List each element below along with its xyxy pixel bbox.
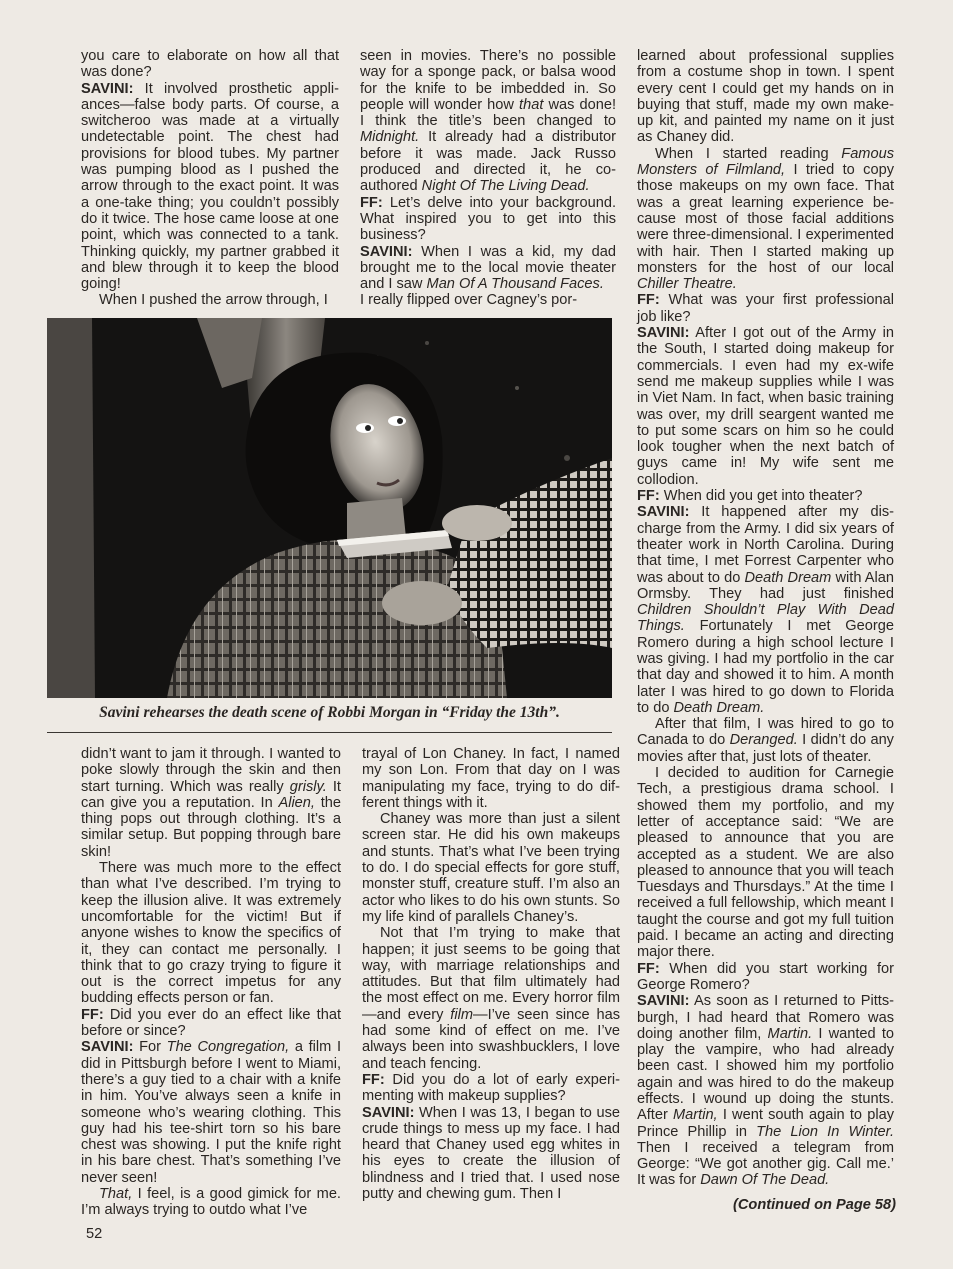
text: As soon as I returned to Pittsburgh, I had heard that Romero was doing another film,: [637, 993, 894, 1042]
italic-text: Man Of A Thousand Faces.: [426, 276, 604, 293]
italic-text: Chiller Theatre.: [637, 276, 737, 293]
text: I went south again to play Prince Phillip in: [637, 1107, 895, 1140]
text: When I started reading: [655, 145, 842, 162]
text: Then I received a telegram from George: “We got another gig. Call me.’ It was for: [637, 1139, 894, 1189]
italic-text: Famous Monsters of Filmland,: [637, 145, 894, 179]
paragraph: [81, 1007, 341, 1040]
text: After that film, I was hired to go to Canada to do: [637, 716, 894, 749]
paragraph: [637, 488, 894, 504]
speaker-label: FF:: [637, 292, 660, 309]
column-1-top: [81, 48, 339, 309]
italic-text: Death Dream: [744, 569, 832, 586]
text: didn’t want to jam it through. I wanted to poke slowly through the skin and then start turning. Which was really: [81, 746, 341, 795]
text: seen in movies. There’s no possible way for a sponge pack, or balsa wood for the knife to be imbedded in. So people will wonder how: [360, 48, 616, 113]
speaker-label: FF:: [81, 1006, 104, 1023]
text: I really flipped over Cagney’s por-: [360, 292, 578, 309]
speaker-label: SAVINI:: [81, 1039, 134, 1056]
paragraph: [360, 48, 616, 195]
paragraph: [637, 292, 894, 325]
paragraph: [360, 292, 616, 308]
column-1-bottom: [81, 746, 341, 1219]
speaker-label: SAVINI:: [637, 993, 690, 1010]
text: When I was a kid, my dad brought me to the local movie theater and I saw: [360, 243, 616, 293]
italic-text: The Lion In Winter.: [756, 1123, 895, 1140]
text: the thing pops out through clothing. It’s a similar setup. But popping through bare skin!: [81, 794, 342, 860]
text: a film I did in Pittsburgh before I went to Miami, there’s a guy tied to a chair with a knife in him. You’ve always seen a knife in someone who’s wearing clothing. This guy had his tee-shirt torn so his bare chest was showing. I put the knife right in his bare chest. That’s something I’ve never seen!: [81, 1039, 342, 1186]
text: It involved prosthetic appliances—false body parts. Of course, a switcheroo was made at a virtually undetectable point. The chest had provisions for blood tubes. My partner was pumping blood as I pushed the arrow through to the exact point. It was a one-take thing; you couldn’t possibly do it twice. The hose came loose at one point, which was connected to a tank. Thinking quickly, my partner grabbed it and blew through it to keep the blood going!: [81, 80, 339, 293]
photo-illustration: [47, 318, 612, 698]
speaker-label: FF:: [362, 1071, 385, 1088]
paragraph: [360, 244, 616, 293]
paragraph: [637, 716, 894, 765]
text: I didn’t do any movies after that, just lots of theater.: [637, 732, 894, 765]
caption-divider: [47, 732, 612, 733]
text: Let’s delve into your background. What inspired you to get into this business?: [360, 194, 616, 244]
text: When did you start working for George Romero?: [637, 960, 894, 993]
speaker-label: SAVINI:: [360, 243, 413, 260]
paragraph: [637, 504, 894, 716]
italic-text: Death Dream.: [673, 699, 765, 716]
text: When I pushed the arrow through, I: [99, 292, 328, 309]
text: It happened after my discharge from the Army. I did six years of theater work in North Carolina. During that time, I met Forrest Carpenter who was about to do: [637, 504, 894, 586]
italic-text: Martin.: [767, 1025, 813, 1042]
text: I feel, is a good gimick for me. I’m always trying to outdo what I’ve: [81, 1186, 341, 1219]
speaker-label: SAVINI:: [637, 325, 690, 342]
speaker-label: FF:: [637, 488, 660, 505]
italic-text: The Congregation,: [166, 1039, 290, 1056]
paragraph: [637, 48, 894, 146]
text: It already had a distributor before it was made. Jack Russo produced and directed it, he co-authored: [360, 129, 616, 195]
column-3: [637, 48, 894, 1189]
italic-text: Midnight.: [360, 129, 420, 146]
italic-text: Martin,: [673, 1107, 718, 1124]
text: Did you ever do an effect like that before or since?: [81, 1006, 341, 1040]
paragraph: [637, 325, 894, 488]
text: I wanted to play the vampire, who had already been cast. I showed him my portfolio again and was hired to do the makeup effects. I wound up doing the stunts. After: [637, 1025, 894, 1124]
paragraph: [362, 925, 620, 1072]
text: There was much more to the effect than what I’ve described. I’m trying to keep the illusion alive. It was extremely uncomfortable for the victim! But if anyone wishes to know the specifics of it, they can contact me personally. I think that to go crazy trying to figure it out is the correct impetus for any budding effects person or fan.: [81, 860, 341, 1007]
page-number: 52: [86, 1226, 103, 1242]
paragraph: [362, 1105, 620, 1203]
italic-text: Children Shouldn’t Play With Dead Things.: [637, 602, 894, 635]
text: It can give you a reputation. In: [81, 778, 341, 811]
italic-text: Deranged.: [729, 732, 798, 749]
text: Not that I’m trying to make that happen; it just seems to be going that way, with marriage relationships and attitudes. But that film ultimately had the most effect on me. Every horror film—and every: [362, 925, 620, 1023]
text: with Alan Ormsby. They had just finished: [637, 569, 894, 602]
italic-text: Dawn Of The Dead.: [700, 1172, 830, 1189]
paragraph: [81, 48, 339, 81]
text: When I was 13, I began to use crude things to mess up my face. I had heard that Chaney used egg whites in his eyes to create the illusion of blindness and I tried that. I used nose putty and chewing gum. Then I: [362, 1104, 620, 1203]
paragraph: [81, 1186, 341, 1219]
text: trayal of Lon Chaney. In fact, I named my son Lon. From that day on I was manipulating my face, trying to do different things with it.: [362, 746, 620, 811]
text: was done! I think the title’s been changed to: [360, 96, 616, 130]
paragraph: [362, 811, 620, 925]
text: Chaney was more than just a silent screen star. He did his own makeups and stunts. That’s what I’ve been trying to do. I do special effects for gore stuff, monster stuff, creature stuff. I’m also an actor who likes to do his own stunts. So my life kind of parallels Chaney’s.: [362, 811, 620, 925]
photo-caption: Savini rehearses the death scene of Robbi Morgan in “Friday the 13th”.: [99, 704, 560, 721]
italic-text: film: [450, 1006, 473, 1023]
paragraph: [362, 746, 620, 811]
speaker-label: FF:: [637, 960, 660, 977]
column-2-top: [360, 48, 616, 309]
paragraph: [81, 81, 339, 293]
column-2-bottom: [362, 746, 620, 1202]
paragraph: [81, 1039, 341, 1186]
continued-note: (Continued on Page 58): [733, 1197, 896, 1213]
text: you care to elaborate on how all that was done?: [81, 48, 339, 81]
paragraph: [81, 860, 341, 1007]
paragraph: [81, 292, 339, 308]
speaker-label: SAVINI:: [362, 1104, 415, 1121]
paragraph: [362, 1072, 620, 1105]
text: What was your first professional job like?: [637, 292, 894, 325]
italic-text: Alien,: [278, 794, 315, 811]
paragraph: [637, 961, 894, 994]
text: Did you do a lot of early experimenting with makeup supplies?: [362, 1071, 620, 1105]
speaker-label: SAVINI:: [81, 80, 134, 97]
film-still-photo: [47, 318, 612, 698]
text: Fortunately I met George Romero during a high school lecture I was giving. I had my portfolio in the car that day and showed it to him. A month later I was hired to go down to Florida to do: [637, 618, 894, 716]
paragraph: [637, 993, 894, 1189]
text: I tried to copy those makeups on my own face. That was a great learning experience because most of those facial additions were three-dimensional. I experimented with hair. Then I started making up monsters for the host of our local: [637, 162, 894, 276]
speaker-label: FF:: [360, 194, 383, 211]
italic-text: That,: [99, 1186, 133, 1203]
paragraph: [637, 765, 894, 961]
paragraph: [637, 146, 894, 293]
italic-text: that: [519, 96, 544, 113]
italic-text: grisly.: [289, 778, 327, 795]
paragraph: [360, 195, 616, 244]
text: After I got out of the Army in the South, I started doing makeup for commercials. I even had my ex-wife send me makeup supplies while I was in Viet Nam. In fact, when basic training was over, my drill seargent wanted me to put some scars on him so he could look tougher when the next batch of guys came in! My wife sent me collodion.: [637, 325, 894, 488]
text: learned about professional supplies from a costume shop in town. I spent every cent I could get my hands on in buying that stuff, made my own makeup kit, and painted my name on it just as Chaney did.: [637, 48, 894, 146]
text: —I’ve seen since has had some kind of effect on me. I’ve always been into swashbucklers, I love and teach fencing.: [362, 1006, 620, 1072]
text: When did you get into theater?: [659, 488, 863, 505]
text: For: [133, 1039, 167, 1056]
paragraph: [81, 746, 341, 860]
italic-text: Night Of The Living Dead.: [421, 178, 590, 195]
speaker-label: SAVINI:: [637, 504, 690, 521]
text: I decided to audition for Carnegie Tech, a prestigious drama school. I showed them my portfolio, and my letter of acceptance said: “We are pleased to announce that you are accepted as a student. We are also pleased to announce that you will teach Tuesdays and Thursdays.” At the time I received a full fellowship, which meant I taught the course and got my full tuition paid. I became an acting and directing major there.: [637, 765, 894, 961]
